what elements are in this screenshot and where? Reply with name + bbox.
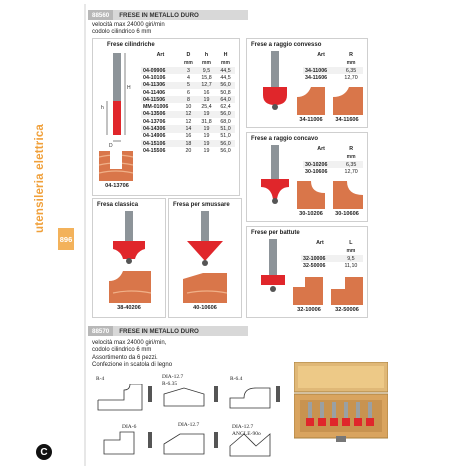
article-code: 04-13706	[143, 118, 166, 125]
convex-bit-diagram	[253, 51, 297, 111]
classic-bit-diagram	[101, 211, 157, 303]
product-code: 32-10006	[297, 307, 321, 313]
dimension-value: 51,0	[216, 125, 235, 132]
profile-label: ANGLE-90o	[232, 431, 261, 437]
concave-table	[303, 145, 363, 176]
dim-label: D	[109, 143, 113, 149]
dimension-value: 16	[203, 89, 210, 96]
convex-wood-samples	[297, 87, 363, 115]
product-code: 34-11006	[299, 117, 323, 123]
concave-bits-box	[246, 132, 368, 222]
dim-label: H	[127, 85, 131, 91]
product-code: 38-40206	[117, 305, 141, 311]
table-row	[141, 89, 235, 96]
box-title: Frese per battute	[251, 230, 300, 236]
dimension-value: 31,8	[201, 118, 212, 125]
product-code: 30-10206	[299, 211, 323, 217]
product-code: 32-50006	[335, 307, 359, 313]
col-header: R	[349, 146, 354, 152]
dimension-value: 19	[197, 125, 216, 132]
rebate-bits-box	[246, 226, 368, 318]
article-code: 04-13506	[141, 111, 180, 118]
table-row: 32-50006 11,10	[303, 262, 358, 269]
cutter-shape	[113, 101, 121, 135]
section-desc	[92, 340, 172, 370]
profile-label: DIA-12.7	[232, 424, 254, 430]
dimension-value: 51,0	[220, 133, 231, 140]
wooden-box-image	[294, 362, 388, 444]
dimension-value: 15,8	[201, 74, 212, 81]
box-title: Frese cilindriche	[107, 42, 155, 48]
dimension-value: 68,0	[220, 118, 231, 125]
dimension-value: 8	[180, 96, 197, 103]
dimension-value: 5	[180, 82, 197, 89]
box-title: Frese a raggio convesso	[251, 42, 322, 48]
profile-label: DIA-12.7	[178, 422, 200, 428]
dimension-value: 18	[180, 140, 197, 147]
section-header	[88, 10, 248, 20]
box-title: Fresa classica	[97, 202, 139, 208]
table-row	[141, 96, 235, 103]
dimension-value: 56,0	[216, 140, 235, 147]
table-row	[141, 67, 235, 74]
dimension-value: 56,0	[216, 82, 235, 89]
sidebar	[0, 0, 60, 470]
cylindrical-bit-diagram	[99, 49, 135, 149]
shank-shape	[113, 53, 121, 101]
profile-sketches	[94, 384, 284, 464]
box-title: Fresa per smussare	[173, 202, 230, 208]
col-header: H	[223, 52, 228, 58]
classic-bit-box	[92, 198, 166, 318]
dimension-value: 19	[197, 96, 216, 103]
dimension-value: 14	[180, 125, 197, 132]
article-code: 04-14306	[141, 125, 180, 132]
dimension-value: 25,4	[201, 104, 212, 111]
dimension-value: 19	[197, 111, 216, 118]
dimension-value: 62,4	[220, 104, 231, 111]
col-header: Art	[156, 52, 165, 58]
desc-line: Assortimento da 6 pezzi.	[92, 354, 158, 361]
section-title: FRESE IN METALLO DURO	[119, 327, 199, 335]
dimension-value: 12,7	[197, 82, 216, 89]
product-code: 40-10606	[193, 305, 217, 311]
dim-label: h	[101, 105, 104, 111]
article-code: MM-01006	[143, 104, 169, 111]
col-unit: mm	[202, 60, 211, 66]
profile-label: R-4	[96, 376, 105, 382]
divider	[84, 4, 86, 466]
col-header: Art	[317, 52, 325, 58]
profile-label: DIA-12.7	[162, 374, 184, 380]
dimension-value: 9,5	[197, 67, 216, 74]
col-header: D	[186, 52, 191, 58]
col-unit: mm	[346, 248, 356, 254]
col-unit: mm	[183, 60, 193, 66]
profile-label: DIA-6	[122, 424, 137, 430]
wood-sample-image	[99, 151, 133, 181]
table-row: 32-10006 9,5	[301, 255, 363, 262]
article-code: 04-14906	[143, 133, 166, 140]
article-code: 04-10106	[143, 74, 166, 81]
col-header: R	[349, 52, 353, 58]
rebate-table	[301, 239, 363, 270]
table-row	[141, 125, 235, 132]
box-title: Frese a raggio concavo	[251, 136, 319, 142]
cylindrical-bits-box	[92, 38, 240, 196]
concave-bit-diagram	[253, 145, 297, 205]
dimension-value: 19	[203, 133, 210, 140]
table-row	[141, 147, 235, 154]
cylindrical-table	[141, 51, 235, 155]
table-row	[141, 111, 235, 118]
table-row: 30-10206 6,35	[303, 161, 363, 168]
dimension-value: 19	[203, 147, 210, 154]
dimension-value: 12	[180, 111, 197, 118]
table-row: 34-11006 6,35	[303, 67, 363, 74]
table-row	[141, 118, 235, 125]
section-header	[88, 326, 248, 336]
profile-label: R-6.4	[230, 376, 243, 382]
col-header: Art	[317, 146, 325, 152]
rebate-wood-samples	[293, 277, 363, 305]
col-unit: mm	[346, 60, 356, 66]
col-header: h	[204, 52, 209, 58]
desc-line: velocità max 24000 giri/min	[92, 22, 165, 28]
section-title: FRESE IN METALLO DURO	[119, 11, 199, 19]
desc-line: velocità max 24000 giri/min,	[92, 340, 167, 346]
dimension-value: 64,0	[216, 96, 235, 103]
section-code: 88560	[88, 10, 113, 20]
table-row: 30-10606 12,70	[305, 168, 358, 175]
dimension-value: 50,8	[220, 89, 231, 96]
page-number: 896	[58, 228, 74, 250]
dimension-value: 4	[186, 74, 190, 81]
article-code: 04-15106	[141, 140, 180, 147]
table-row	[141, 140, 235, 147]
col-unit: mm	[221, 60, 230, 66]
table-row	[141, 82, 235, 89]
dimension-value: 44,5	[220, 74, 231, 81]
dimension-value: 44,5	[216, 67, 235, 74]
chamfer-bit-diagram	[177, 211, 233, 303]
product-code: 04-13706	[105, 183, 129, 189]
article-code: 04-15506	[143, 147, 166, 154]
dimension-value: 56,0	[216, 111, 235, 118]
convex-bits-box	[246, 38, 368, 128]
article-code: 04-09906	[141, 67, 180, 74]
article-code: 04-11506	[141, 96, 180, 103]
product-code: 34-11606	[335, 117, 359, 123]
desc-line: codolo cilindrico 6 mm	[92, 347, 152, 354]
table-row	[141, 103, 235, 110]
dimension-value: 12	[185, 118, 192, 125]
catalog-mark: C	[36, 444, 52, 460]
dimension-value: 56,0	[220, 147, 231, 154]
convex-table	[303, 51, 363, 82]
chamfer-bit-box	[168, 198, 242, 318]
dimension-value: 3	[180, 67, 197, 74]
article-code: 04-11306	[141, 82, 180, 89]
category-label: utensileria elettrica	[34, 123, 46, 233]
profile-label: R-6.35	[162, 381, 178, 387]
section-code: 88570	[88, 326, 113, 336]
col-header: L	[349, 240, 353, 246]
table-row	[141, 133, 235, 140]
concave-wood-samples	[297, 181, 363, 209]
article-code: 04-11406	[143, 89, 166, 96]
dimension-value: 16	[185, 133, 192, 140]
table-row	[141, 74, 235, 81]
dimension-value: 10	[185, 104, 192, 111]
rebate-bit-diagram	[253, 239, 293, 303]
product-code: 30-10606	[335, 211, 359, 217]
col-unit: mm	[346, 154, 356, 160]
dimension-value: 19	[197, 140, 216, 147]
desc-line: codolo cilindrico 6 mm	[92, 29, 152, 36]
section-desc	[92, 22, 165, 37]
col-header: Art	[316, 240, 324, 246]
table-row: 34-11606 12,70	[305, 74, 358, 81]
dimension-value: 6	[186, 89, 190, 96]
dimension-value: 20	[185, 147, 192, 154]
desc-line: Confezione in scatola di legno	[92, 362, 173, 369]
